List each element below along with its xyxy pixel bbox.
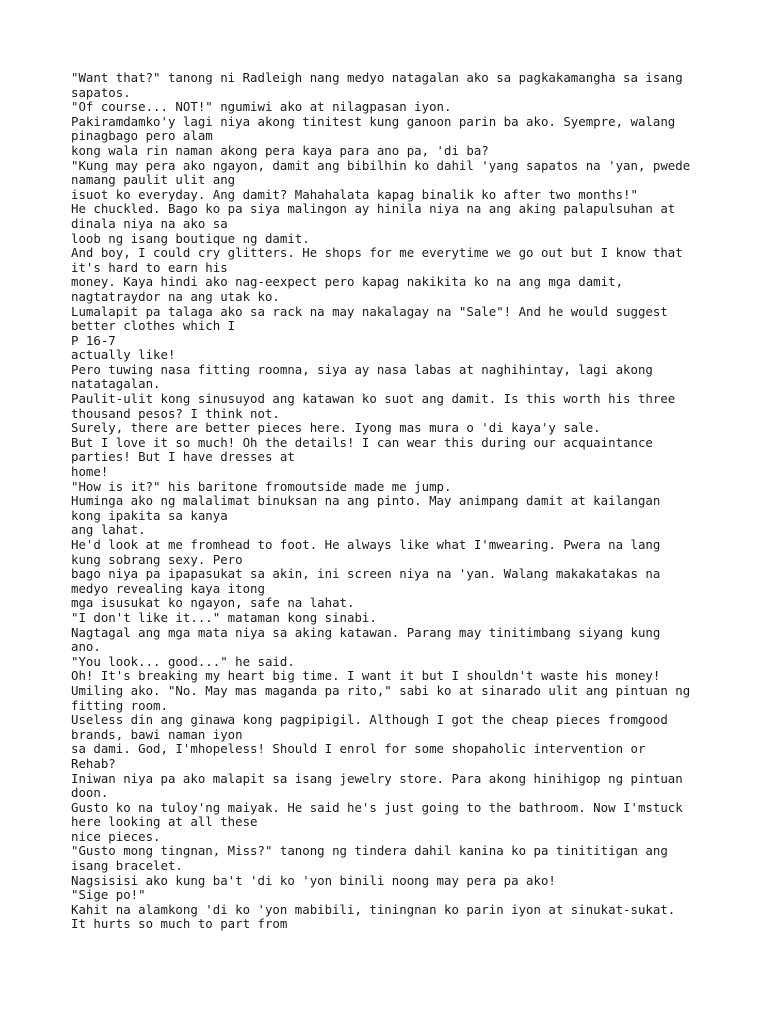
text-line: it's hard to earn his [71,259,228,275]
text-line: dinala niya na ako sa [71,215,228,231]
text-line: He'd look at me fromhead to foot. He always like what I'mwearing. Pwera na lang [71,537,661,552]
text-line: pinagbago pero alam [71,128,213,144]
text-line: "I don't like it..." mataman kong sinabi. [71,609,377,625]
text-line: isang bracelet. [71,858,183,874]
text-line: Pakiramdamko'y lagi niya akong tinitest kung ganoon parin ba ako. Syempre, walang [71,113,676,129]
text-line: Nagsisisi ako kung ba't 'di ko 'yon binili noong may pera pa ako! [71,872,556,888]
text-line: bago niya pa ipapasukat sa akin, ini screen niya na 'yan. Walang makakatakas na [71,566,661,582]
text-line: Gusto ko na tuloy'ng maiyak. He said he's just going to the bathroom. Now I'mstuck [71,799,683,815]
text-line: "You look... good..." he said. [71,653,295,669]
text-line: It hurts so much to part from [71,916,288,932]
text-line: "How is it?" his baritone fromoutside made me jump. [71,478,452,494]
text-line: Useless din ang ginawa kong pagpipigil. Although I got the cheap pieces fromgood [71,712,668,728]
text-line: thousand pesos? I think not. [71,405,280,421]
text-line: And boy, I could cry glitters. He shops for me everytime we go out but I know that [71,245,683,261]
text-line: "Want that?" tanong ni Radleigh nang medyo natagalan ako sa pagkakamangha sa isang [71,70,683,85]
text-line: Paulit-ulit kong sinusuyod ang katawan ko suot ang damit. Is this worth his three [71,391,676,407]
text-line: Nagtagal ang mga mata niya sa aking katawan. Parang may tinitimbang siyang kung [71,624,661,640]
text-line: money. Kaya hindi ako nag-eexpect pero kapag nakikita ko na ang mga damit, [71,274,624,290]
text-line: doon. [71,785,109,801]
text-line: Huminga ako ng malalimat binuksan na ang pinto. May animpang damit at kailangan [71,493,661,509]
text-line: better clothes which I [71,318,236,334]
text-line: namang paulit ulit ang [71,172,236,188]
text-line: Umiling ako. "No. May mas maganda pa rito," sabi ko at sinarado ulit ang pintuan ng [71,682,691,698]
text-line: Lumalapit pa talaga ako sa rack na may nakalagay na "Sale"! And he would suggest [71,303,668,319]
text-line: "Sige po!" [71,887,146,903]
text-line: brands, bawi naman iyon [71,726,243,742]
text-line: Surely, there are better pieces here. Iyong mas mura o 'di kaya'y sale. [71,420,601,436]
text-line: nagtatraydor na ang utak ko. [71,288,280,304]
text-line: kong wala rin naman akong pera kaya para ano pa, 'di ba? [71,142,489,158]
text-line: Pero tuwing nasa fitting roomna, siya ay nasa labas at naghihintay, lagi akong [71,361,653,377]
text-line: Kahit na alamkong 'di ko 'yon mabibili, tiningnan ko parin iyon at sinukat-sukat. [71,901,676,917]
text-line: actually like! [71,347,176,363]
text-line: sa dami. God, I'mhopeless! Should I enrol for some shopaholic intervention or [71,741,646,757]
text-line: Rehab? [71,755,116,771]
text-line: "Kung may pera ako ngayon, damit ang bibilhin ko dahil 'yang sapatos na 'yan, pwede [71,157,691,173]
text-line: isuot ko everyday. Ang damit? Mahahalata kapag binalik ko after two months!" [71,186,638,202]
text-line: nice pieces. [71,828,161,844]
text-line: But I love it so much! Oh the details! I can wear this during our acquaintance [71,434,653,450]
text-line: sapatos. [71,84,131,100]
text-line: natatagalan. [71,376,161,392]
text-line: mga isusukat ko ngayon, safe na lahat. [71,595,355,611]
text-line: kung sobrang sexy. Pero [71,551,243,567]
document-page [71,71,761,932]
text-line: here looking at all these [71,814,258,830]
text-line: kong ipakita sa kanya [71,507,228,523]
text-line: P 16-7 [71,332,116,348]
text-line: ano. [71,639,101,655]
text-line: He chuckled. Bago ko pa siya malingon ay hinila niya na ang aking palapulsuhan at [71,201,676,217]
text-line: medyo revealing kaya itong [71,580,265,596]
text-line: parties! But I have dresses at [71,449,295,465]
text-line: fitting room. [71,697,168,713]
text-line: ang lahat. [71,522,146,538]
text-line: loob ng isang boutique ng damit. [71,230,310,246]
text-line: Iniwan niya pa ako malapit sa isang jewelry store. Para akong hinihigop ng pintuan [71,770,683,786]
text-line: "Gusto mong tingnan, Miss?" tanong ng tindera dahil kanina ko pa tinititigan ang [71,843,668,859]
text-line: Oh! It's breaking my heart big time. I want it but I shouldn't waste his money! [71,668,661,684]
text-line: home! [71,464,109,480]
text-line: "Of course... NOT!" ngumiwi ako at nilagpasan iyon. [71,99,452,115]
